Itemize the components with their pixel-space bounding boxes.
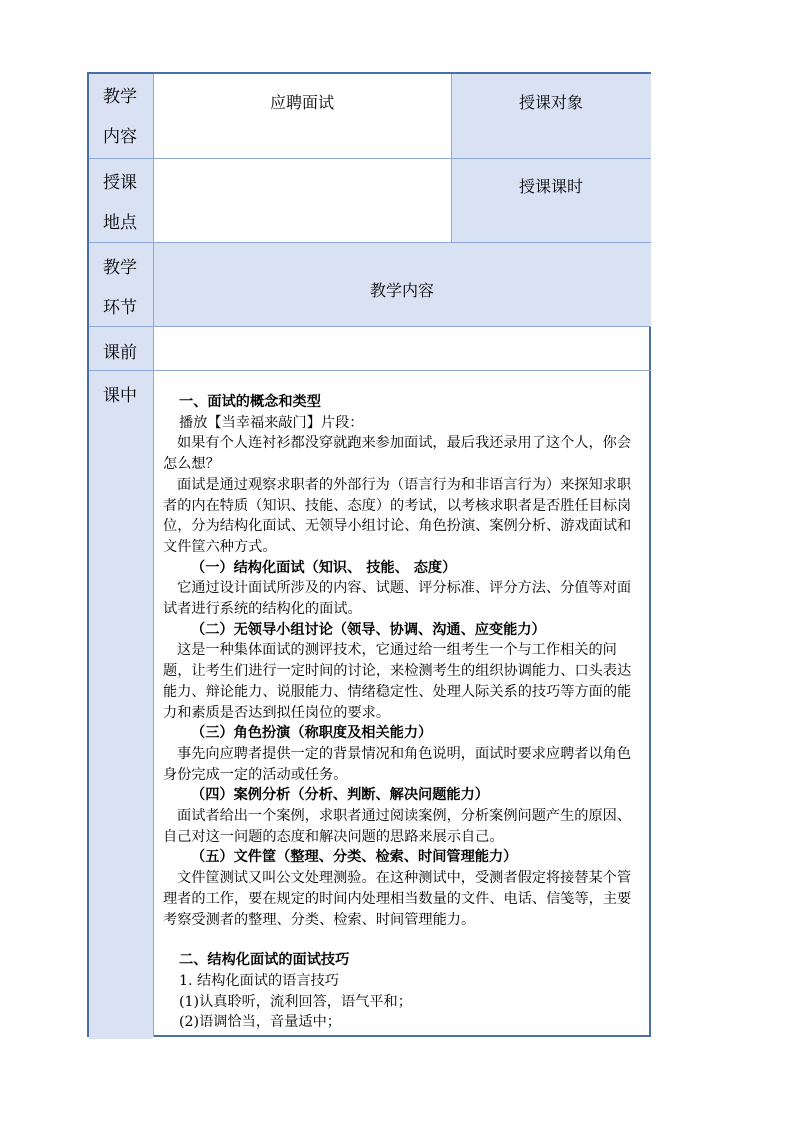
section1-p1: 播放【当幸福来敲门】片段： [179,414,364,431]
type4-title: （四）案例分析（分析、判断、解决问题能力） [191,787,489,804]
type2-body: 这是一种集体面试的测评技术，它通过给一组考生一个与工作相关的问题，让考生们进行一定时间的讨论，来检测考生的组织协调能力、口头表达能力、辩论能力、说服能力、情绪稳定性、处理人际关系的技巧等方面的能力和素质是否达到拟任岗位的要求。 [163,642,632,721]
row3-label-line1: 教学 [103,258,137,278]
row1-label-line2: 内容 [103,127,137,147]
section1-p2: 如果有个人连衬衫都没穿就跑来参加面试，最后我还录用了这个人，你会怎么想？ [163,435,632,473]
type1-title: （一）结构化面试（知识、 技能、 态度） [191,559,457,576]
row4-label: 课前 [103,343,137,363]
type5-title: （五）文件筐（整理、分类、检索、时间管理能力） [191,849,518,866]
lesson-topic: 应聘面试 [269,93,334,112]
row5-label: 课中 [103,386,137,406]
row2-label-line1: 授课 [103,173,137,193]
type3-body: 事先向应聘者提供一定的背景情况和角色说明，面试时要求应聘者以角色身份完成一定的活动或任务。 [163,745,632,783]
section1-title: 一、面试的概念和类型 [179,394,321,410]
type3-title: （三）角色扮演（称职度及相关能力） [191,725,433,742]
lesson-plan-table [87,72,651,1037]
section1-p3: 面试是通过观察求职者的外部行为（语言行为和非语言行为）来探知求职者的内在特质（知识、技能、态度）的考试，以考核求职者是否胜任目标岗位，分为结构化面试、无领导小组讨论、角色扮演、案例分析、游戏面试和文件筐六种方式。 [163,476,632,555]
row2-label-line2: 地点 [103,213,137,233]
type4-body: 面试者给出一个案例，求职者通过阅读案例，分析案例问题产生的原因、自己对这一问题的态度和解决问题的思路来展示自己。 [163,808,632,845]
section2-p3: (2)语调恰当，音量适中； [179,1014,341,1031]
type5-body: 文件筐测试又叫公文处理测验。在这种测试中，受测者假定将接替某个管理者的工作，要在规定的时间内处理相当数量的文件、电话、信笺等，主要考察受测者的整理、分类、检索、时间管理能力。 [163,870,632,928]
content-header-title: 教学内容 [369,281,434,300]
section2-title: 二、结构化面试的面试技巧 [179,952,350,969]
hours-label: 授课课时 [518,177,583,196]
audience-label: 授课对象 [518,93,583,112]
type1-body: 它通过设计面试所涉及的内容、试题、评分标准、评分方法、分值等对面试者进行系统的结构化的面试。 [163,580,632,618]
section2-p2: (1)认真聆听，流利回答，语气平和； [179,993,412,1010]
row1-label-line1: 教学 [103,87,137,107]
section2-p1: 1. 结构化面试的语言技巧 [179,972,339,989]
lesson-body [163,392,645,1033]
type2-title: （二）无领导小组讨论（领导、协调、沟通、应变能力） [191,621,546,638]
row3-label-line2: 环节 [103,298,137,318]
